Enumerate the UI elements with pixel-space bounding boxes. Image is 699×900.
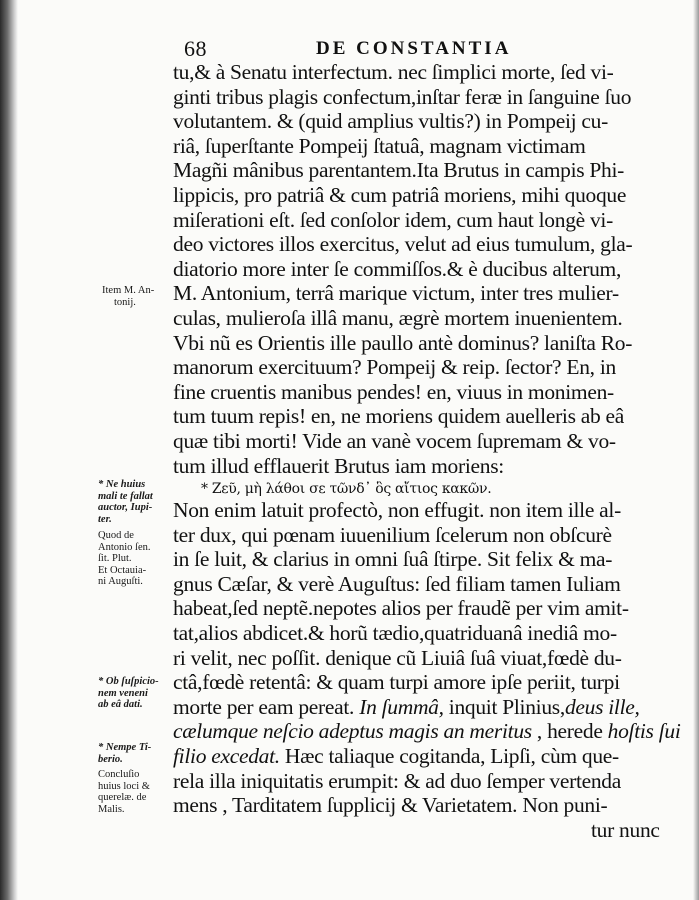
note-line: nem veneni: [98, 687, 148, 699]
text-line: riâ, ſuperſtante Pompeij ſtatuâ, magnam victimam: [173, 133, 586, 158]
note-line: ni Auguſti.: [98, 576, 143, 587]
note-line: * Ob ſuſpicio-: [98, 676, 159, 687]
margin-note-plutarch: [98, 530, 164, 588]
text-line: diatorio more inter ſe commiſſos.& è ducibus alterum,: [173, 256, 622, 281]
binding-shadow: [0, 0, 18, 900]
italic-segment: filio excedat.: [173, 744, 280, 769]
note-line: mali te fallat: [98, 490, 153, 502]
text-line: in ſe luit, & clarius in omni ſuâ ſtirpe. Sit felix & ma-: [173, 547, 613, 572]
text-line: Magñi mânibus parentantem.Ita Brutus in campis Phi-: [173, 158, 625, 183]
text-line: habeat,ſed neptẽ.nepotes alios per fraudẽ per vim amit-: [173, 596, 629, 621]
italic-segment: deus ille,: [564, 694, 640, 719]
text-line: miſerationi eſt. ſed conſolor idem, cum haut longè vi-: [173, 207, 613, 232]
note-line: Malis.: [98, 803, 125, 815]
text-segment: morte per eam pereat.: [173, 694, 360, 719]
italic-segment: cælumque neſcio adeptus magis an meritus: [173, 719, 532, 744]
note-line: huius loci &: [98, 780, 150, 792]
text-segment: inquit Plinius,: [443, 694, 565, 719]
text-line: manorum exercituum? Pompeij & reip. ſector? En, in: [173, 355, 616, 380]
text-line: Vbi nũ es Orientis ille paullo antè dominus? laniſta Ro-: [173, 330, 633, 355]
text-line: ctâ,fœdè retentâ: & quam turpi amore ipſe periit, turpi: [173, 670, 620, 695]
page-edge: [693, 0, 699, 900]
note-line: * Ne huius: [98, 479, 146, 490]
text-line: quæ tibi morti! Vide an vanè vocem ſupremam & vo-: [173, 428, 616, 453]
italic-segment: hoſtis ſui: [607, 719, 681, 744]
text-line: tat,alios abdicet.& horũ tædio,quatriduanâ inediâ mo-: [173, 621, 617, 646]
note-line: ab eâ dati.: [98, 699, 143, 710]
text-line: mens , Tarditatem ſupplicij & Varietatem. Non puni-: [173, 793, 608, 818]
running-title: DE CONSTANTIA: [316, 38, 512, 59]
margin-note-tiberius: [98, 742, 164, 765]
text-line: deo victores illos exercitus, velut ad eius tumulum, gla-: [173, 232, 633, 257]
note-line: berio.: [98, 753, 123, 765]
note-line: ſit. Plut.: [98, 553, 132, 564]
margin-note-conclusion: [98, 769, 164, 815]
note-line: tonij.: [114, 296, 136, 308]
text-line: ter dux, qui pœnam iuuenilium ſcelerum non obſcurè: [173, 522, 612, 547]
italic-segment: In ſummâ,: [359, 694, 444, 719]
margin-note-antonius: [102, 285, 168, 308]
text-line: M. Antonium, terrâ marique victum, inter tres mulier-: [173, 281, 619, 306]
note-line: Et Octauia-: [98, 564, 147, 576]
text-line: tum illud efflauerit Brutus iam moriens:: [173, 453, 504, 478]
text-segment: Hæc taliaque cogitanda, Lipſi, cùm que-: [279, 744, 619, 769]
note-line: auctor, Iupi-: [98, 502, 153, 513]
margin-note-jupiter: [98, 479, 164, 525]
text-segment: , herede: [531, 719, 608, 744]
text-line: fine cruentis manibus pendes! en, viuus in monimen-: [173, 379, 614, 404]
note-line: Concluſio: [98, 769, 140, 780]
note-line: * Nempe Ti-: [98, 742, 152, 753]
text-line: tu,& à Senatu interfectum. nec ſimplici morte, ſed vi-: [173, 60, 614, 84]
text-line: volutantem. & (quid amplius vultis?) in Pompeij cu-: [173, 109, 608, 134]
page-number: 68: [184, 36, 207, 61]
text-line: tur nunc: [591, 817, 660, 842]
note-line: ter.: [98, 513, 112, 525]
margin-note-suspicion: [98, 676, 164, 711]
text-line: [173, 744, 693, 769]
text-line: rela illa iniquitatis erumpit: & ad duo ſemper vertenda: [173, 768, 621, 793]
text-line: gnus Cæſar, & verè Auguſtus: ſed filiam tamen Iuliam: [173, 571, 621, 596]
text-line: Non enim latuit profectò, non effugit. non item ille al-: [173, 498, 621, 523]
body-text: [173, 60, 693, 842]
text-line: tum tuum repis! en, ne moriens quidem auelleris ab eâ: [173, 404, 624, 429]
note-line: Quod de: [98, 530, 134, 541]
note-line: Antonio ſen.: [98, 541, 151, 553]
text-line: [173, 695, 693, 720]
text-line: ginti tribus plagis confectum,inſtar feræ in ſanguine ſuo: [173, 84, 632, 109]
greek-quotation: * Ζεῦ, μὴ λάθοι σε τῶνδ᾽ ὃς αἴτιος κακῶν.: [201, 481, 492, 498]
note-line: querelæ. de: [98, 792, 147, 803]
text-line: ri velit, nec poſſit. denique cũ Liuiâ ſuâ viuat,fœdè du-: [173, 645, 622, 670]
text-line: [173, 719, 693, 744]
note-line: Item M. An-: [102, 285, 155, 296]
text-line: culas, mulieroſa illâ manu, ægrè mortem inuenientem.: [173, 305, 623, 330]
text-line: lippicis, pro patriâ & cum patriâ moriens, mihi quoque: [173, 182, 627, 207]
